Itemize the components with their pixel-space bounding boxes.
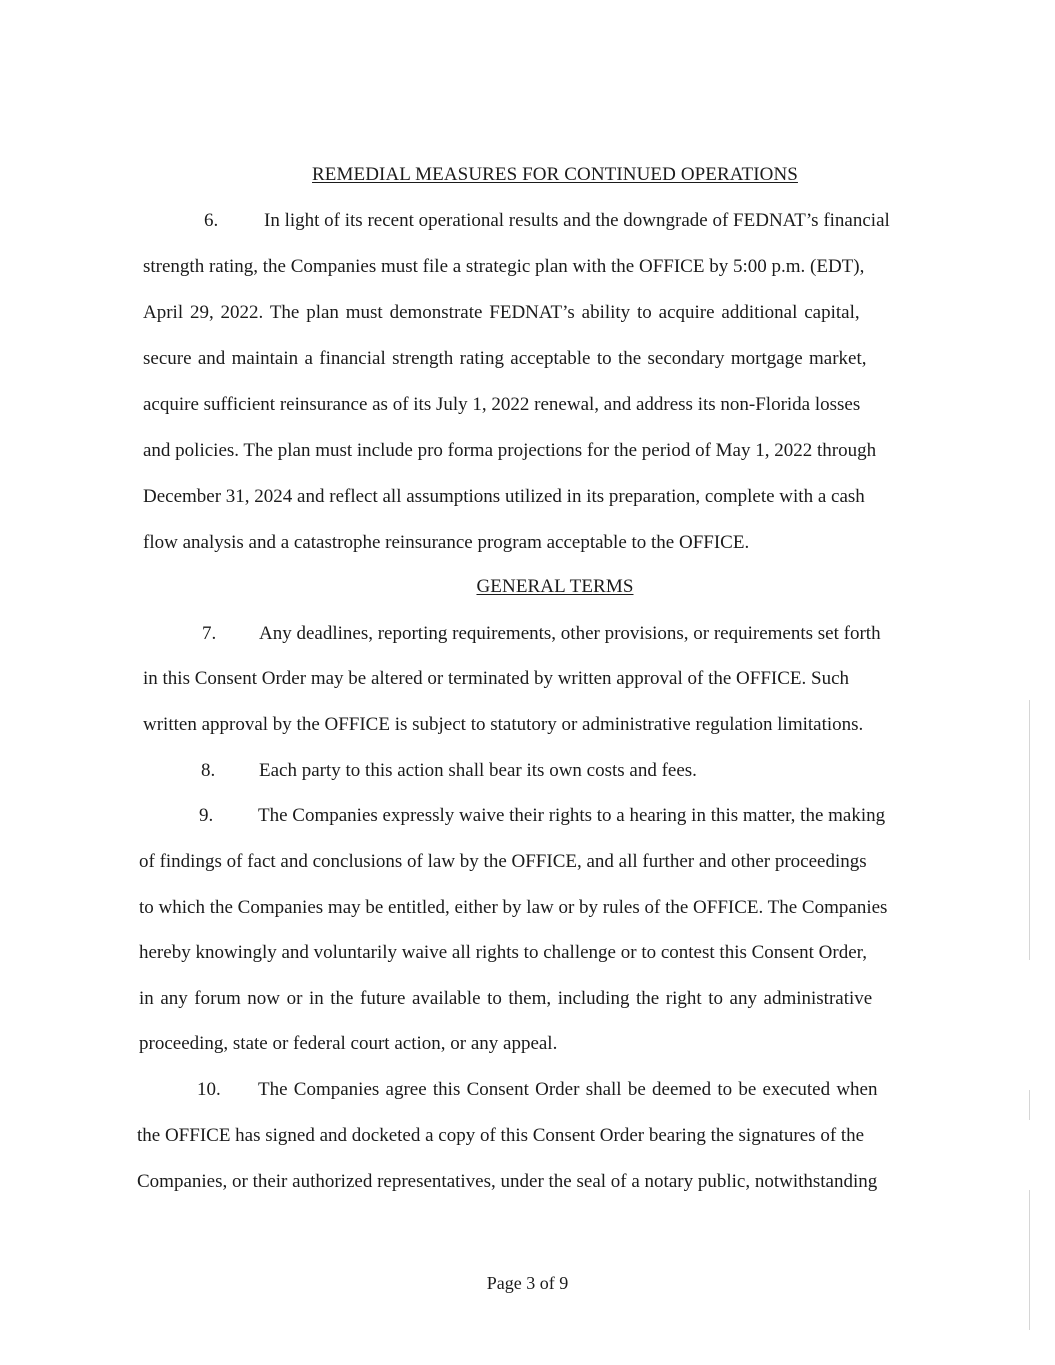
paragraph-number-6: 6.: [204, 210, 219, 231]
paragraph-6-line: and policies. The plan must include pro forma projections for the period of May 1, 2022 through: [143, 440, 877, 461]
paragraph-7-line: written approval by the OFFICE is subject to statutory or administrative regulation limitations.: [143, 714, 864, 735]
paragraph-6-line: flow analysis and a catastrophe reinsurance program acceptable to the OFFICE.: [143, 532, 750, 553]
paragraph-number-8: 8.: [201, 760, 216, 781]
section-heading-general: GENERAL TERMS: [476, 576, 634, 597]
paragraph-9-line: The Companies expressly waive their rights to a hearing in this matter, the making: [258, 805, 886, 826]
paragraph-6-line: acquire sufficient reinsurance as of its July 1, 2022 renewal, and address its non-Florida losses: [143, 394, 861, 415]
paragraph-7-line: in this Consent Order may be altered or terminated by written approval of the OFFICE. Such: [143, 668, 850, 689]
paragraph-9-line: proceeding, state or federal court action, or any appeal.: [139, 1033, 558, 1054]
paragraph-number-10: 10.: [197, 1079, 221, 1100]
paragraph-number-9: 9.: [199, 805, 214, 826]
paragraph-10-line: Companies, or their authorized representatives, under the seal of a notary public, notwithstanding: [137, 1171, 878, 1192]
paragraph-9-line: hereby knowingly and voluntarily waive all rights to challenge or to contest this Consent Order,: [139, 942, 867, 963]
paragraph-6-line: December 31, 2024 and reflect all assumptions utilized in its preparation, complete with a cash: [143, 486, 865, 507]
scan-artifact: [1029, 1090, 1030, 1120]
paragraph-7-line: Any deadlines, reporting requirements, other provisions, or requirements set forth: [259, 623, 881, 644]
section-heading-remedial: REMEDIAL MEASURES FOR CONTINUED OPERATIONS: [312, 164, 798, 185]
paragraph-6-line: In light of its recent operational results and the downgrade of FEDNAT’s financial: [264, 210, 890, 231]
paragraph-6-line: April 29, 2022. The plan must demonstrate FEDNAT’s ability to acquire additional capital,: [143, 302, 860, 323]
paragraph-9-line: of findings of fact and conclusions of law by the OFFICE, and all further and other proceedings: [139, 851, 867, 872]
page-number-footer: Page 3 of 9: [486, 1273, 569, 1293]
paragraph-10-line: the OFFICE has signed and docketed a copy of this Consent Order bearing the signatures of the: [137, 1125, 865, 1146]
paragraph-8-line: Each party to this action shall bear its own costs and fees.: [259, 760, 697, 781]
paragraph-9-line: to which the Companies may be entitled, either by law or by rules of the OFFICE. The Companies: [139, 897, 888, 918]
paragraph-6-line: secure and maintain a financial strength rating acceptable to the secondary mortgage market,: [143, 348, 867, 369]
scan-artifact: [1029, 1190, 1030, 1330]
scan-artifact: [1029, 700, 1030, 960]
paragraph-10-line: The Companies agree this Consent Order shall be deemed to be executed when: [258, 1079, 878, 1100]
paragraph-6-line: strength rating, the Companies must file a strategic plan with the OFFICE by 5:00 p.m. (EDT),: [143, 256, 865, 277]
paragraph-number-7: 7.: [202, 623, 217, 644]
paragraph-9-line: in any forum now or in the future available to them, including the right to any administrative: [139, 988, 873, 1009]
